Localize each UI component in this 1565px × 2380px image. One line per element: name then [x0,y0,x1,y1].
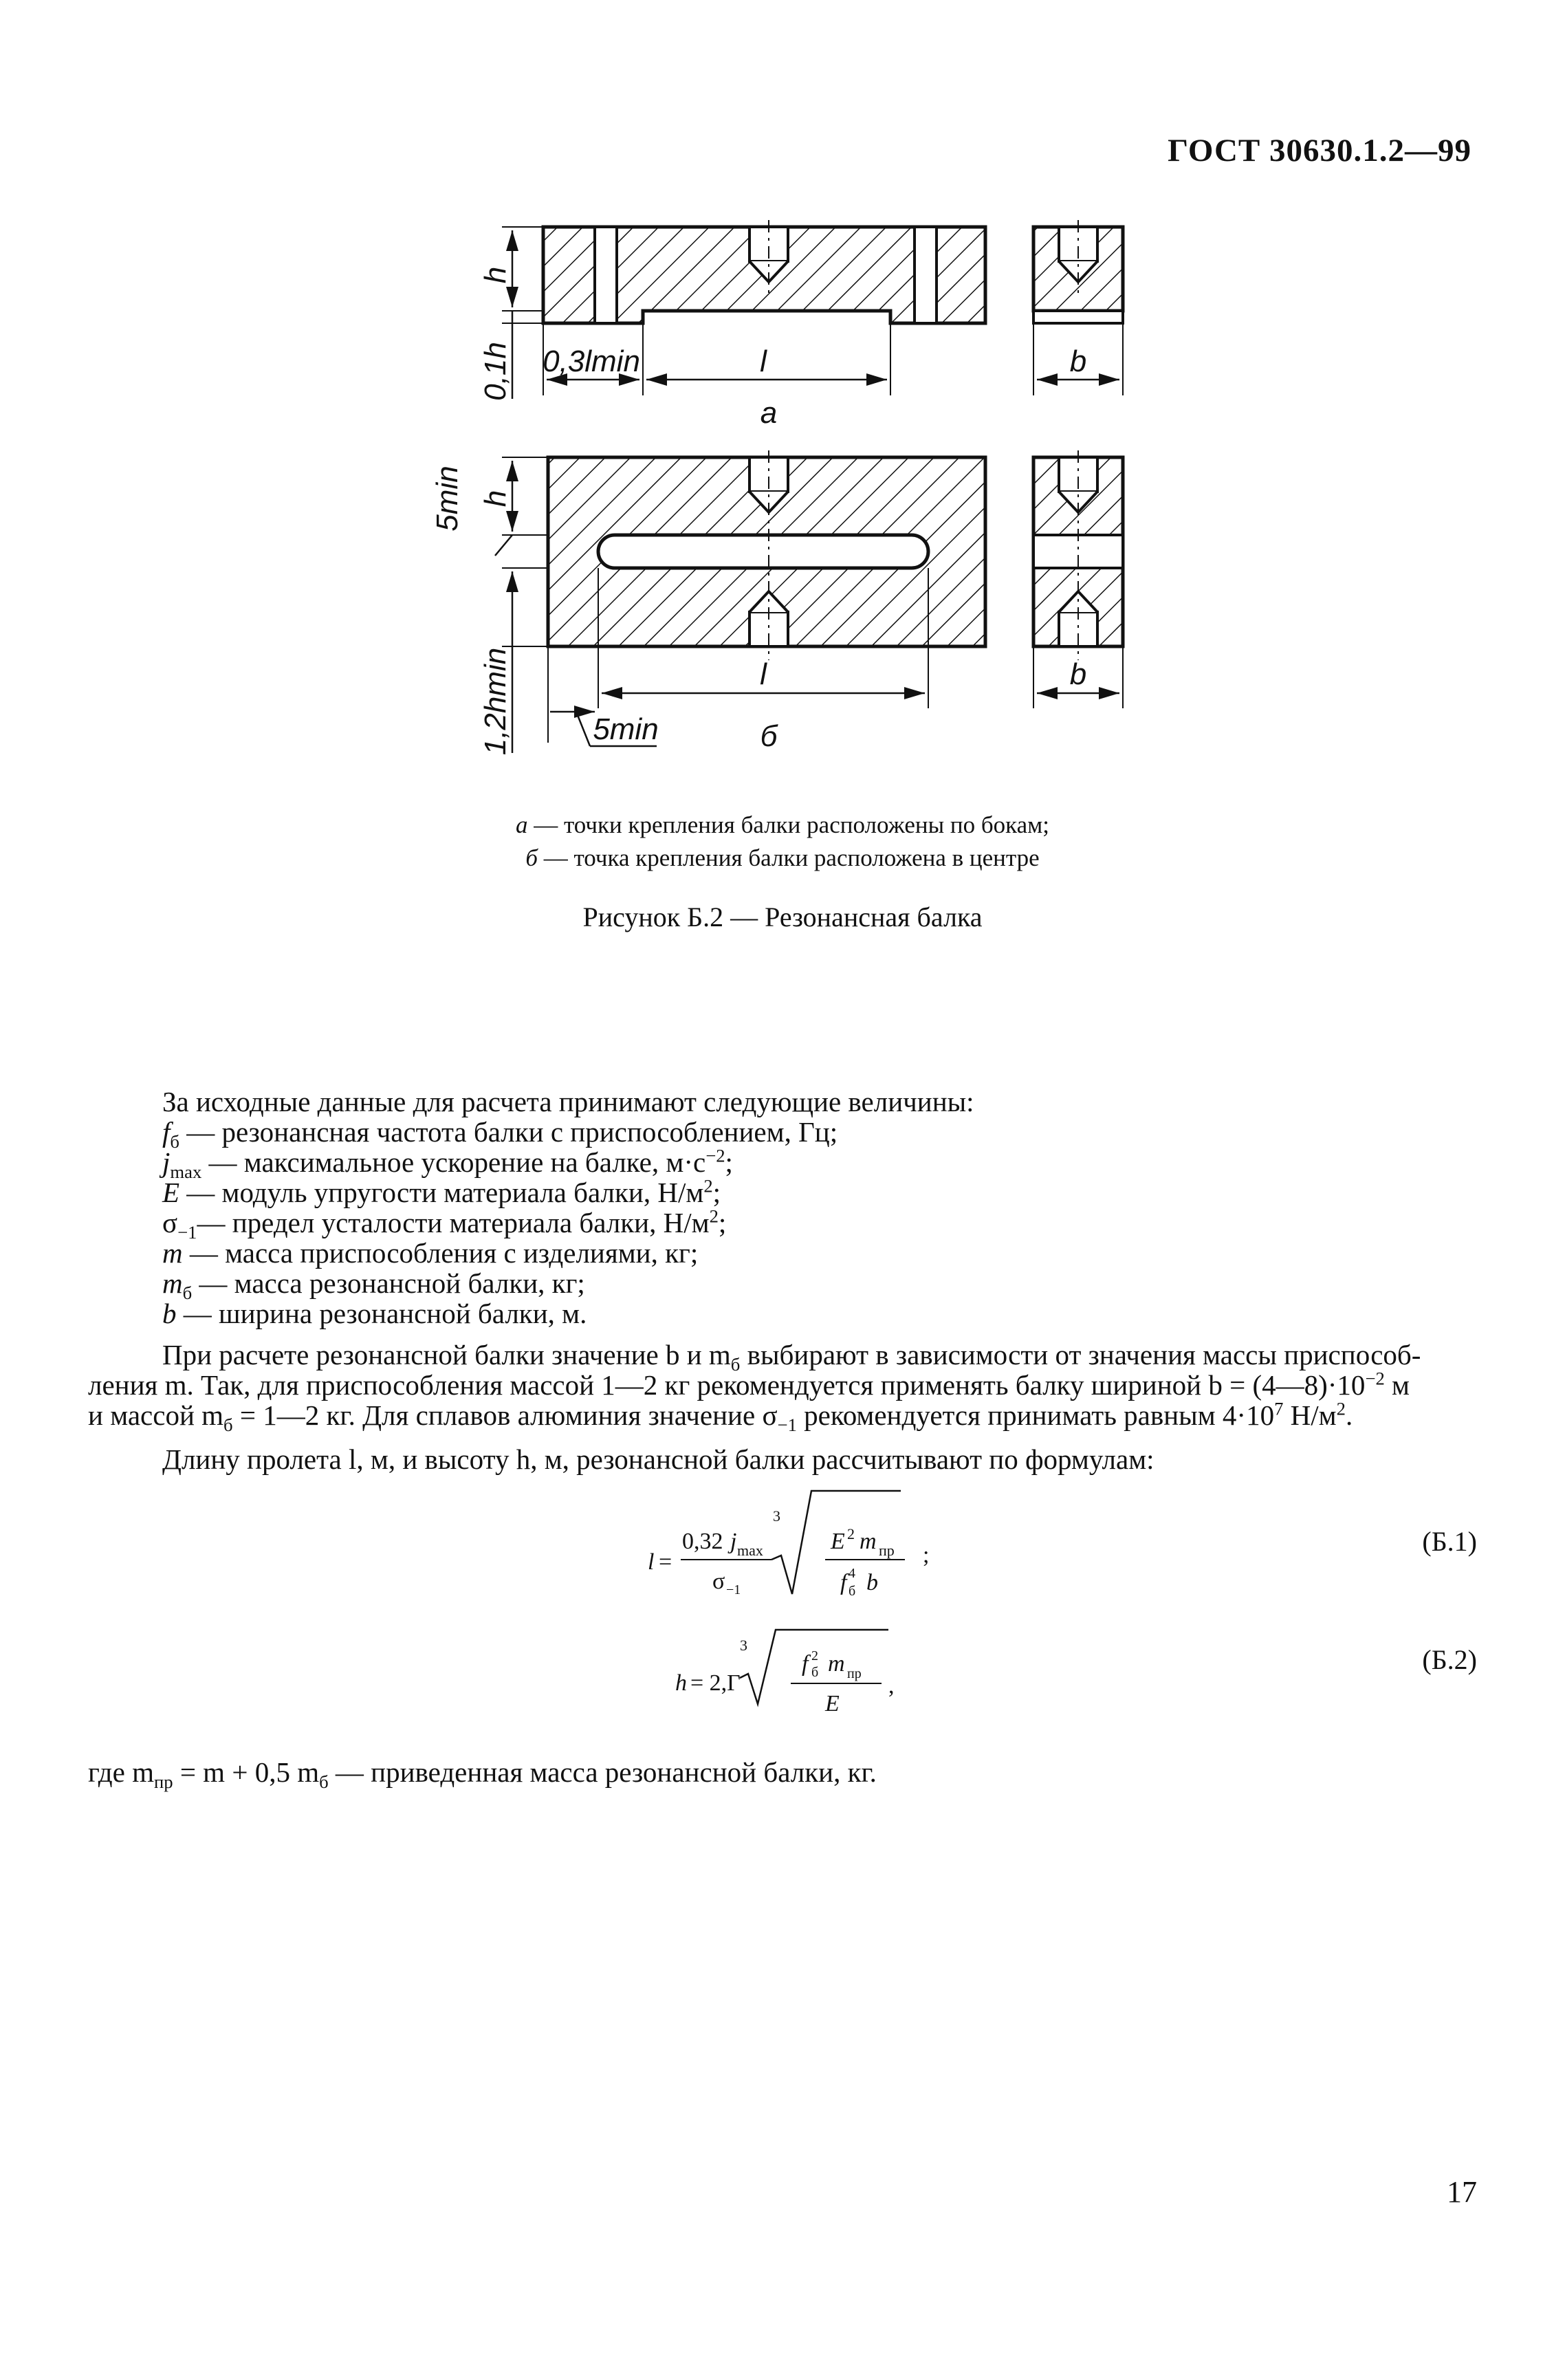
para2-line1: При расчете резонансной балки значение b и $m_б$ выбирают в зависимости от значения массы приспособ- [162,1339,1421,1375]
svg-text:−1: −1 [726,1582,741,1597]
svg-text:l: l [648,1549,655,1575]
legend-line-a: а — точки крепления балки расположены по бокам; [515,811,1050,838]
para2-line2: ления m. Так, для приспособления массой 1—2 кг рекомендуется применять балку шириной $b = (4—8)\cdot 10^{-2}$ м [88,1368,1410,1401]
svg-text:m: m [828,1651,845,1677]
para2-line3: и массой $m_б$ = 1—2 кг. Для сплавов алюминия значение $\sigma_{-1}$ рекомендуется принимать равным $4\cdot 10^7$ $Н/м^2$. [88,1398,1353,1436]
svg-text:4: 4 [849,1566,855,1581]
dim-h-bottom: h [479,490,512,507]
svg-text:= 2,Г: = 2,Г [690,1670,741,1696]
figure-caption: Рисунок Б.2 — Резонансная балка [582,902,983,932]
var-sigma: $\sigma_{-1}—$ предел усталости материала балки, $Н/м^2$; [162,1205,727,1243]
dim-b-bottom: b [1069,657,1087,691]
legend-line-b: б — точка крепления балки расположена в центре [525,844,1040,871]
where-clause: где $m_{пр} = m + 0,5$ $m_б$ — приведенная масса резонансной балки, кг. [88,1756,877,1793]
variables-block [162,1087,1476,1329]
svg-text:b: b [866,1570,878,1595]
paragraph-3 [162,1444,1476,1474]
dim-01h: 0,1h [479,342,512,401]
svg-text:f: f [802,1651,809,1677]
dim-h-top: h [479,266,512,284]
dim-l-bottom: l [760,657,767,691]
svg-text:σ: σ [712,1569,725,1594]
page-number: 17 [1447,2175,1477,2209]
view-b-front [495,450,985,753]
dim-b-top: b [1069,345,1087,378]
svg-text:3: 3 [773,1507,780,1525]
svg-text:б: б [811,1665,819,1680]
subfig-a-label: а [760,396,778,430]
var-b: b — ширина резонансной балки, м. [162,1298,587,1329]
svg-text:3: 3 [740,1637,747,1654]
svg-text:2: 2 [847,1525,855,1542]
beam-drawing [0,0,1565,825]
svg-text:m: m [860,1529,877,1554]
para3-text: Длину пролета l, м, и высоту h, м, резонансной балки рассчитывают по формулам: [162,1443,1154,1475]
dim-5min-horizontal: 5min [593,712,659,746]
var-m: m — масса приспособления с изделиями, кг; [162,1237,699,1269]
svg-text:=: = [659,1549,672,1575]
svg-text:max: max [737,1542,763,1559]
var-mb: $m_б$ — масса резонансной балки, кг; [162,1267,585,1304]
var-j: $j_{max}$ — максимальное ускорение на балке, $м\cdot с^{-2}$; [162,1145,733,1183]
dim-03lmin: 0,3lmin [543,345,640,378]
svg-text:пр: пр [879,1542,895,1559]
svg-text:E: E [831,1529,845,1554]
svg-text:j: j [730,1529,737,1554]
dim-l-top: l [760,345,767,378]
var-e: E — модуль упругости материала балки, $Н/м^2$; [162,1175,721,1208]
svg-text:пр: пр [847,1666,862,1681]
intro-text: За исходные данные для расчета принимают следующие величины: [162,1086,974,1117]
dim-5min-vertical: 5min [430,466,464,532]
eq-number-b2: (Б.2) [1422,1644,1477,1675]
var-f: $f_б$ — резонансная частота балки с приспособлением, Гц; [162,1116,838,1153]
eq-number-b1: (Б.1) [1422,1526,1477,1557]
svg-text:f: f [840,1570,847,1595]
document-header: ГОСТ 30630.1.2—99 [1168,133,1471,168]
svg-text:б: б [849,1584,856,1599]
paragraph-2 [162,1339,1476,1375]
svg-text:2: 2 [811,1648,818,1663]
svg-text:0,32: 0,32 [682,1529,723,1554]
svg-text:E: E [825,1691,840,1716]
dim-12hmin: 1,2hmin [479,647,512,756]
svg-text:,: , [888,1673,895,1699]
paragraph-2-cont [88,1368,1477,1436]
svg-text:;: ; [923,1542,930,1568]
svg-text:h: h [675,1670,687,1696]
subfig-b-label: б [760,719,778,753]
